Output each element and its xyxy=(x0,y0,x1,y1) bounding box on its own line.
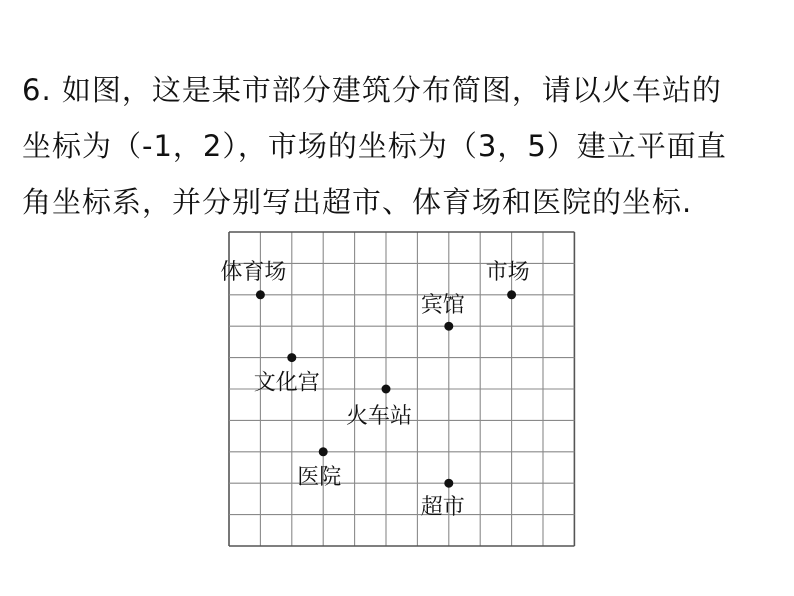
building-label: 宾馆 xyxy=(420,293,465,319)
building-labels xyxy=(220,260,529,520)
building-label: 超市 xyxy=(420,495,465,521)
building-label: 医院 xyxy=(297,464,342,490)
building-marker-dot xyxy=(319,447,328,456)
building-label: 火车站 xyxy=(346,404,413,429)
building-label: 文化宫 xyxy=(253,370,320,396)
building-marker-dot xyxy=(256,290,265,299)
building-marker-dot xyxy=(444,479,453,488)
problem-line-3: 角坐标系，并分别写出超市、体育场和医院的坐标. xyxy=(22,185,693,219)
problem-line-1: 6. 如图，这是某市部分建筑分布简图，请以火车站的 xyxy=(22,73,722,107)
problem-line-2: 坐标为（-1，2），市场的坐标为（3，5）建立平面直 xyxy=(22,129,727,163)
building-marker-dot xyxy=(382,385,391,394)
building-marker-dot xyxy=(287,353,296,362)
building-marker-dot xyxy=(507,290,516,299)
building-label: 市场 xyxy=(485,259,530,285)
building-label: 体育场 xyxy=(220,259,287,285)
building-marker-dot xyxy=(444,322,453,331)
